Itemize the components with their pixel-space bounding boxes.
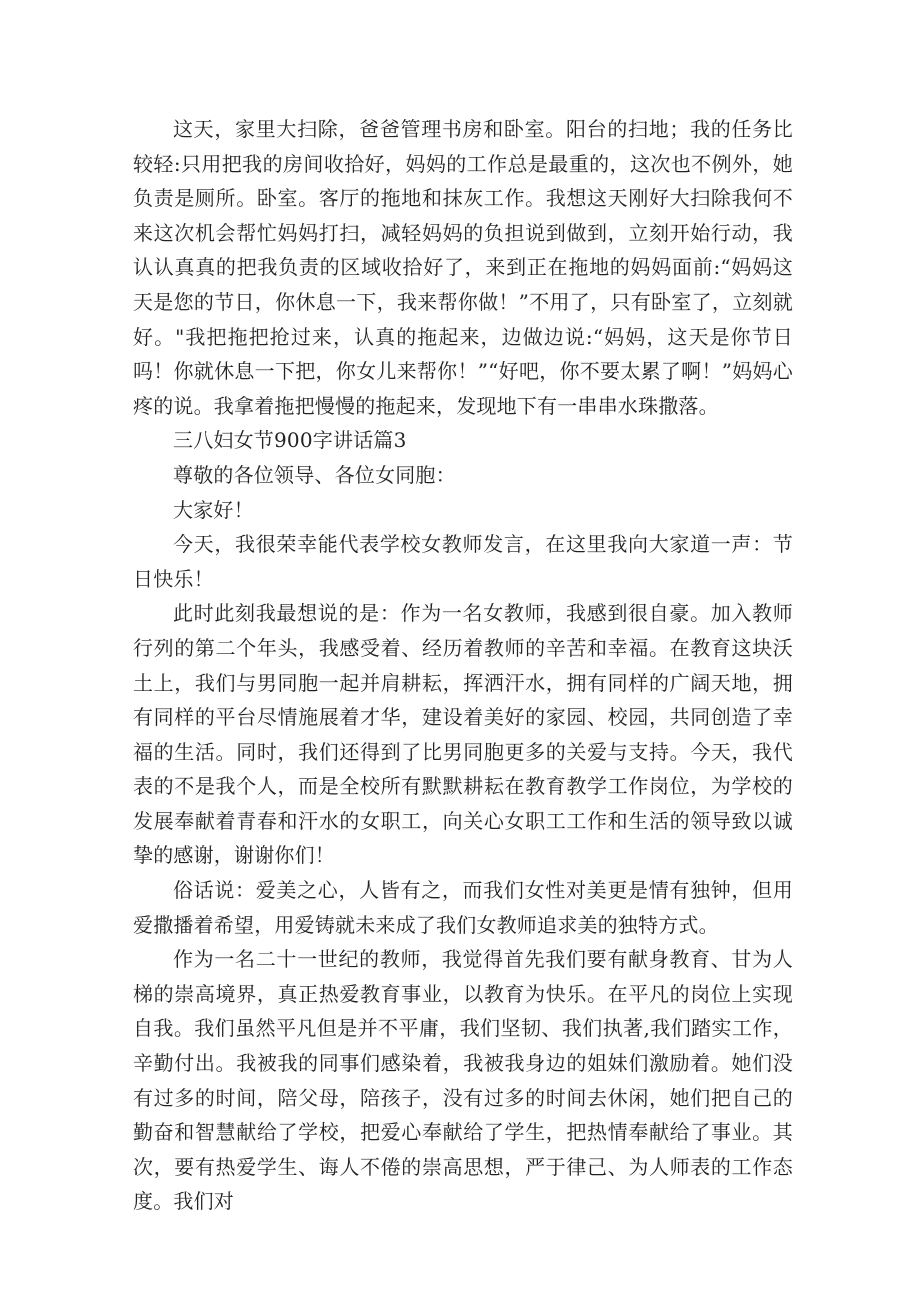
document-body — [133, 112, 793, 1219]
section-heading: 三八妇女节900字讲话篇3 — [173, 428, 407, 453]
paragraph-pride: 此时此刻我最想说的是：作为一名女教师，我感到很自豪。加入教师行列的第二个年头，我感受着、经历着教师的辛苦和幸福。在教育这块沃土上，我们与男同胞一起并肩耕耘，挥洒汗水，拥有同样的广阔天地，拥有同样的平台尽情施展着才华，建设着美好的家园、校园，共同创造了幸福的生活。同时，我们还得到了比男同胞更多的关爱与支持。今天，我代表的不是我个人，而是全校所有默默耕耘在教育教学工作岗位，为学校的发展奉献着青春和汗水的女职工，向关心女职工工作和生活的领导致以诚挚的感谢，谢谢你们！ — [133, 601, 793, 868]
paragraph-salutation: 尊敬的各位领导、各位女同胞： — [173, 462, 456, 487]
paragraph-dedication: 作为一名二十一世纪的教师，我觉得首先我们要有献身教育、甘为人梯的崇高境界，真正热爱教育事业，以教育为快乐。在平凡的岗位上实现自我。我们虽然平凡但是并不平庸，我们坚韧、我们执著,我们踏实工作，辛勤付出。我被我的同事们感染着，我被我身边的姐妹们激励着。她们没有过多的时间，陪父母，陪孩子，没有过多的时间去休闲，她们把自己的勤奋和智慧献给了学校，把爱心奉献给了学生，把热情奉献给了事业。其次，要有热爱学生、诲人不倦的崇高思想，严于律己、为人师表的工作态度。我们对 — [133, 947, 793, 1214]
paragraph-cleaning-story: 这天，家里大扫除，爸爸管理书房和卧室。阳台的扫地；我的任务比较轻:只用把我的房间收拾好，妈妈的工作总是最重的，这次也不例外，她负责是厕所。卧室。客厅的拖地和抹灰工作。我想这天刚好大扫除我何不来这次机会帮忙妈妈打扫，减轻妈妈的负担说到做到，立刻开始行动，我认认真真的把我负责的区域收拾好了，来到正在拖地的妈妈面前:“妈妈这天是您的节日，你休息一下，我来帮你做！”不用了，只有卧室了，立刻就好。"我把拖把抢过来，认真的拖起来，边做边说:“妈妈，这天是你节日吗！你就休息一下把，你女儿来帮你！”“好吧，你不要太累了啊！”妈妈心疼的说。我拿着拖把慢慢的拖起来，发现地下有一串串水珠撒落。 — [133, 117, 793, 418]
paragraph-greeting: 大家好！ — [173, 497, 254, 522]
paragraph-opening: 今天，我很荣幸能代表学校女教师发言，在这里我向大家道一声：节日快乐！ — [133, 532, 793, 591]
paragraph-beauty: 俗话说：爱美之心，人皆有之，而我们女性对美更是情有独钟，但用爱撒播着希望，用爱铸就未来成了我们女教师追求美的独特方式。 — [133, 878, 793, 937]
